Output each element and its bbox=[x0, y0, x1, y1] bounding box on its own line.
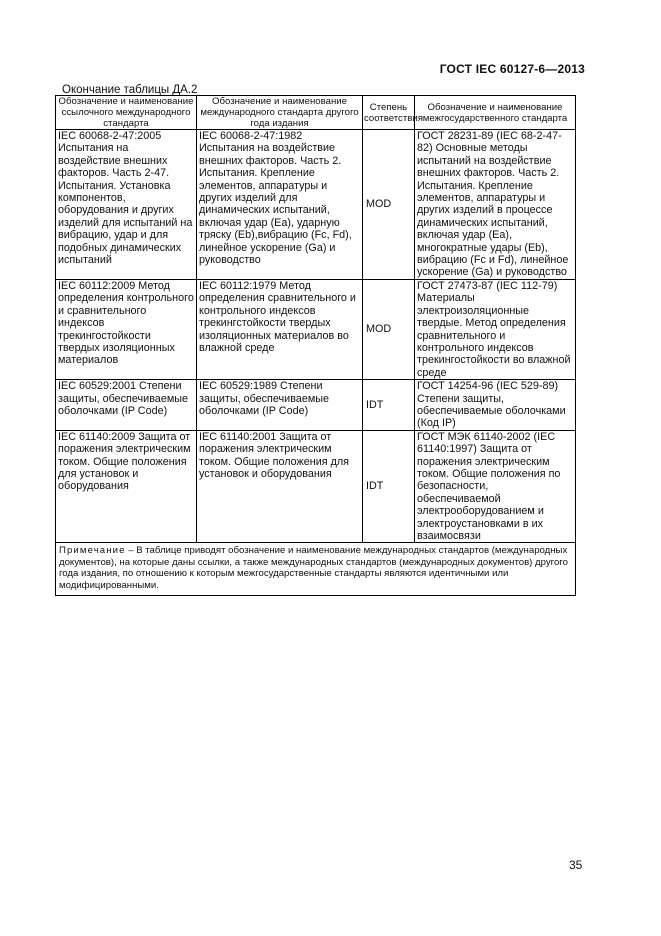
note-text: – В таблице приводят обозначение и наименование международных стандартов (международных документов), на которые даны ссылки, а также международных стандартов (международных документов) другого года издания, по отношению к которым межгосударственные стандарты являются идентичными или модифицированными. bbox=[59, 545, 568, 591]
table-note bbox=[56, 543, 576, 596]
other-year-standard-cell: IEC 60068-2-47:1982 Испытания на воздействие внешних факторов. Часть 2. Испытания. Крепление элементов, аппаратуры и других изделий для динамических испытаний, включая удар (Ea), ударную тряску (Eb),вибрацию (Fc, Fd), линейное ускорение (Ga) и руководство bbox=[197, 130, 363, 280]
table-row bbox=[56, 130, 576, 280]
interstate-standard-cell: ГОСТ 28231-89 (IEC 68-2-47-82) Основные методы испытаний на воздействие внешних факторов. Часть 2. Испытания. Крепление элементов, аппаратуры и других изделий в процессе динамических испытаний, включая удар (Ea), многократные удары (Eb), вибрацию (Fc и Fd), линейное ускорение (Ga) и руководство bbox=[415, 130, 576, 280]
table-row bbox=[56, 380, 576, 431]
reference-standard-cell: IEC 60529:2001 Степени защиты, обеспечиваемые оболочками (IP Code) bbox=[56, 380, 197, 431]
other-year-standard-cell: IEC 61140:2001 Защита от поражения электрическим током. Общие положения для установок и оборудования bbox=[197, 430, 363, 543]
interstate-standard-cell: ГОСТ 14254-96 (IEC 529-89) Степени защиты, обеспечиваемые оболочками (Код IP) bbox=[415, 380, 576, 431]
table-row bbox=[56, 279, 576, 379]
table-caption: Окончание таблицы ДА.2 bbox=[62, 84, 198, 96]
header-reference-standard: Обозначение и наименование ссылочного международного стандарта bbox=[56, 96, 197, 130]
document-code: ГОСТ IEC 60127-6—2013 bbox=[439, 62, 585, 76]
header-degree-of-conformity: Степень соответствия bbox=[363, 96, 415, 130]
degree-cell: IDT bbox=[363, 380, 415, 431]
reference-standard-cell: IEC 60112:2009 Метод определения контрольного и сравнительного индексов трекингостойкости твердых изоляционных материалов bbox=[56, 279, 197, 379]
degree-cell: MOD bbox=[363, 279, 415, 379]
other-year-standard-cell: IEC 60529:1989 Степени защиты, обеспечиваемые оболочками (IP Code) bbox=[197, 380, 363, 431]
table-row bbox=[56, 430, 576, 543]
table-note-row bbox=[56, 543, 576, 596]
header-other-year-standard: Обозначение и наименование международного стандарта другого года издания bbox=[197, 96, 363, 130]
reference-standard-cell: IEC 60068-2-47:2005 Испытания на воздействие внешних факторов. Часть 2-47. Испытания. Установка компонентов, оборудования и других изделий для испытаний на вибрацию, удар и для подобных динамических испытаний bbox=[56, 130, 197, 280]
header-interstate-standard: Обозначение и наименование межгосударственного стандарта bbox=[415, 96, 576, 130]
note-label: Примечание bbox=[59, 545, 126, 557]
interstate-standard-cell: ГОСТ МЭК 61140-2002 (IEC 61140:1997) Защита от поражения электрическим током. Общие положения по безопасности, обеспечиваемой электрооборудованием и электроустановками в их взаимосвязи bbox=[415, 430, 576, 543]
page-number: 35 bbox=[569, 858, 583, 872]
degree-cell: IDT bbox=[363, 430, 415, 543]
interstate-standard-cell: ГОСТ 27473-87 (IEC 112-79) Материалы электроизоляционные твердые. Метод определения сравнительного и контрольного индексов трекингостойкости во влажной среде bbox=[415, 279, 576, 379]
standards-table bbox=[55, 95, 576, 596]
reference-standard-cell: IEC 61140:2009 Защита от поражения электрическим током. Общие положения для установок и оборудования bbox=[56, 430, 197, 543]
table-header-row bbox=[56, 96, 576, 130]
degree-cell: MOD bbox=[363, 130, 415, 280]
other-year-standard-cell: IEC 60112:1979 Метод определения сравнительного и контрольного индексов трекингстойкости твердых изоляционных материалов во влажной среде bbox=[197, 279, 363, 379]
